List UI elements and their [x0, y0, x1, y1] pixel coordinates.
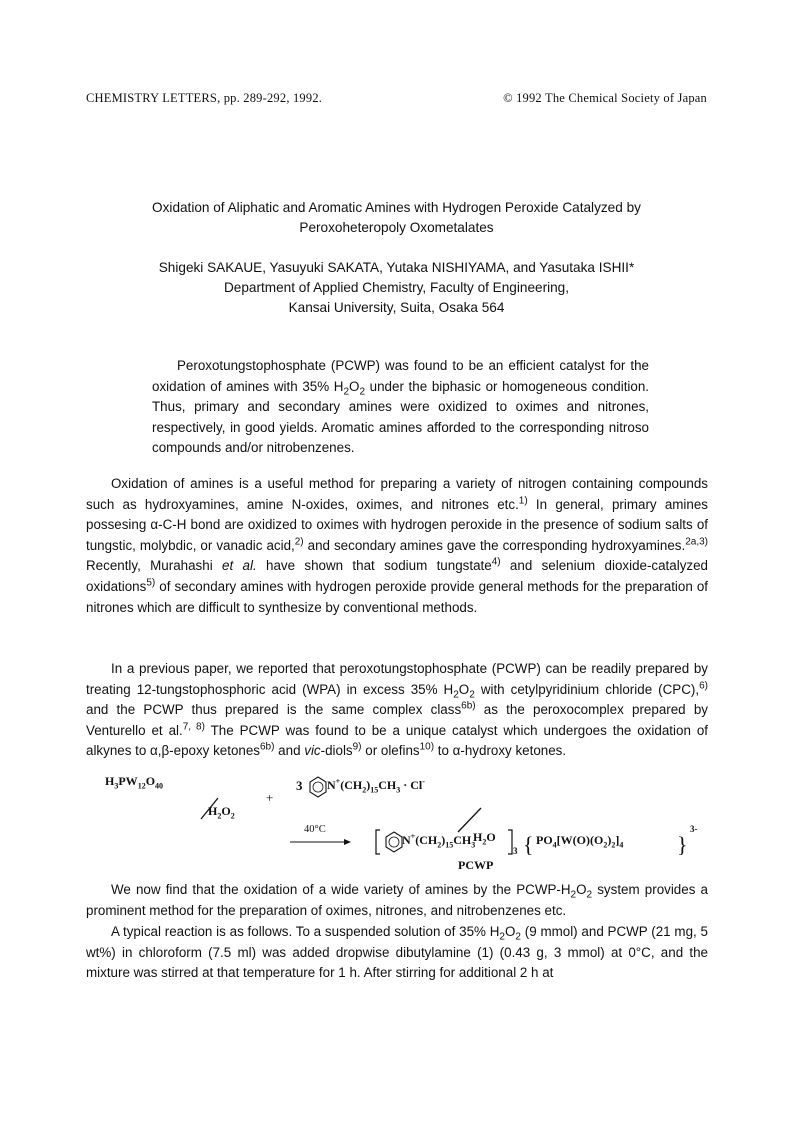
reference-mark: 6) [699, 680, 708, 692]
body-text: In general, primary amines possesing α-C-H bond are oxidized to oximes with hydrogen peroxide in the presence of sodium salts of tungstic, molybdic, or vanadic acid, [86, 496, 708, 553]
cpc-formula: $N^+(CH_2)_{15}CH_3 \cdot Cl^-$ [327, 777, 425, 795]
body-text: as the peroxocomplex prepared by Venturello et al. [86, 702, 708, 738]
italic-text: vic [304, 743, 321, 759]
body-text: Oxidation of amines is a useful method for preparing a variety of nitrogen containing compounds such as hydroxyamines, amine N-oxides, oximes, and nitrones etc. [86, 476, 708, 512]
body-text: have shown that sodium tungstate [256, 558, 492, 574]
body-text: to α-hydroxy ketones. [434, 743, 567, 759]
body-text: system provides a prominent method for the preparation of oximes, nitrones, and nitrobenzenes etc. [86, 882, 708, 918]
subscript: 2 [469, 689, 475, 701]
body-text: -diols [320, 743, 353, 759]
reference-mark: 1) [518, 495, 528, 507]
author-block [100, 258, 693, 318]
bracket-right [508, 830, 512, 854]
reference-mark: 5) [146, 577, 156, 589]
body-paragraph-2 [86, 659, 708, 762]
abstract-text: under the biphasic or homogeneous condition. Thus, primary and secondary amines were oxidized to oximes and nitrones, respectively, in good yields. Aromatic amines afforded to the corresponding nitroso compounds and/or nitrobenzenes. [152, 378, 649, 455]
reaction-arrow-icon [290, 839, 351, 845]
pyridinium-ring-icon [310, 777, 326, 797]
reference-mark: 6b) [260, 741, 275, 753]
reaction-condition: 40°C [304, 824, 326, 835]
stoichiometric-coefficient: 3 [296, 778, 303, 793]
body-text: A typical reaction is as follows. To a suspended solution of 35% H [111, 924, 500, 939]
subscript: 2 [453, 689, 459, 701]
title-line-2: Peroxoheteropoly Oxometalates [299, 220, 494, 235]
body-paragraph-4 [86, 922, 708, 984]
body-text: O [458, 681, 470, 697]
author-list: Shigeki SAKAUE, Yasuyuki SAKATA, Yutaka NISHIYAMA, and Yasutaka ISHII* [158, 260, 635, 275]
paper-title [100, 198, 693, 238]
subscript: 2 [359, 386, 366, 398]
title-line-1: Oxidation of Aliphatic and Aromatic Amines with Hydrogen Peroxide Catalyzed by [152, 200, 641, 215]
body-text: The PCWP was found to be a unique catalyst which undergoes the oxidation of alkynes to α,β-epoxy ketones [86, 722, 708, 759]
body-text: (9 mmol) and PCWP (21 mg, 5 wt%) in chloroform (7.5 ml) was added dropwise dibutylamine (1) (0.43 g, 3 mmol) at 0°C, and the mixture was stirred at that temperature for 1 h. After stirring for additional 2 h at [86, 924, 708, 981]
wpa-formula: $H_3PW_{12}O_{40}$ [105, 774, 164, 791]
plus-sign: + [266, 790, 274, 805]
body-text: In a previous paper, we reported that peroxotungstophosphate (PCWP) can be readily prepared by treating 12-tungstophosphoric acid (WPA) in excess 35% H [86, 661, 708, 697]
body-text: and the PCWP thus prepared is the same complex class [86, 702, 462, 718]
reference-mark: 6b) [461, 700, 476, 712]
italic-text: et al. [222, 558, 257, 574]
body-text: of secondary amines with hydrogen peroxide provide general methods for the preparation of nitrones which are difficult to synthesize by conventional methods. [86, 578, 708, 615]
brace-left: { [523, 832, 534, 857]
anion-charge: 3- [690, 824, 698, 834]
body-text: and secondary amines gave the corresponding hydroxyamines. [303, 537, 686, 553]
body-text: Recently, Murahashi [86, 558, 223, 574]
bracket-left [376, 830, 380, 854]
running-header [86, 91, 707, 109]
affiliation-line-1: Department of Applied Chemistry, Faculty of Engineering, [223, 280, 570, 295]
subscript: 2 [343, 386, 350, 398]
copyright-notice: © 1992 The Chemical Society of Japan [503, 91, 707, 105]
body-text: with cetylpyridinium chloride (CPC), [474, 681, 700, 697]
body-paragraph-3 [86, 880, 708, 921]
reference-mark: 2) [294, 536, 304, 548]
product-cation-formula: $N^+(CH_2)_{15}CH_3$ [402, 832, 476, 850]
body-text: and selenium dioxide-catalyzed oxidations [86, 558, 708, 594]
affiliation-line-2: Kansai University, Suita, Osaka 564 [288, 300, 505, 315]
body-paragraph-1 [86, 474, 708, 618]
pyridinium-ring-icon [386, 832, 402, 852]
reference-mark: 4) [491, 556, 501, 568]
body-text: We now find that the oxidation of a wide variety of amines by the PCWP-H [111, 882, 571, 897]
brace-right: } [677, 832, 688, 857]
body-text: and [274, 743, 305, 759]
body-text: or olefins [361, 743, 420, 759]
h2o2-formula: $H_2O_2$ [208, 804, 235, 821]
abstract-text: O [349, 378, 360, 394]
subscript: 2 [586, 889, 593, 901]
abstract-text: Peroxotungstophosphate (PCWP) was found to be an efficient catalyst for the oxidation of amines with 35% H [152, 358, 649, 394]
product-anion-formula: $PO_4[W(O)(O_2)_2]_4$ [536, 833, 624, 850]
body-text: O [504, 924, 516, 939]
reference-mark: 10) [419, 741, 435, 753]
reference-mark: 7, 8) [182, 721, 205, 733]
body-text: O [576, 882, 587, 897]
subscript: 2 [515, 931, 521, 943]
water-formula: $H_2O$ [473, 830, 496, 847]
product-label: PCWP [458, 858, 494, 872]
slash-line [458, 808, 481, 832]
reaction-scheme [100, 772, 700, 872]
reference-mark: 2a,3) [685, 536, 708, 548]
abstract [152, 356, 649, 459]
subscript: 2 [499, 931, 505, 943]
cation-subscript: 3 [513, 846, 518, 856]
journal-citation: CHEMISTRY LETTERS, pp. 289-292, 1992. [86, 91, 323, 105]
subscript: 2 [570, 889, 577, 901]
reference-mark: 9) [352, 741, 362, 753]
